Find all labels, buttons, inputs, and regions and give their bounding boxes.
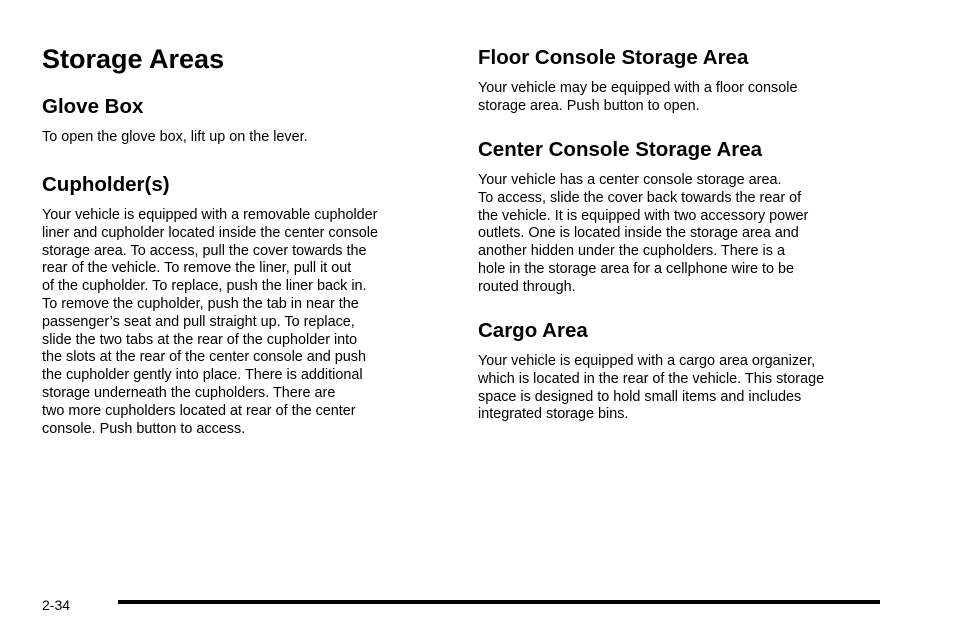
section-heading: Glove Box (42, 95, 144, 118)
section-body: Your vehicle has a center console storage area. To access, slide the cover back towards the rear of the vehicle. It is equipped with two accessory power outlets. One is located inside the storage area and another hidden under the cupholders. There is a hole in the storage area for a cellphone wire to be routed through. (478, 172, 809, 295)
section-floor-console (478, 45, 878, 116)
section-heading: Center Console Storage Area (478, 138, 763, 161)
section-body: To open the glove box, lift up on the lever. (42, 129, 308, 145)
section-heading: Floor Console Storage Area (478, 46, 749, 69)
section-body: Your vehicle is equipped with a removable cupholder liner and cupholder located inside the center console storage area. To access, pull the cover towards the rear of the vehicle. To remove the liner, pull it out of the cupholder. To replace, push the liner back in. To remove the cupholder, push the tab in near the passenger’s seat and pull straight up. To replace, slide the two tabs at the rear of the cupholder into the slots at the rear of the center console and push the cupholder gently into place. There is additional storage underneath the cupholders. There are two more cupholders located at rear of the center console. Push button to access. (42, 207, 379, 437)
section-heading: Cargo Area (478, 319, 588, 342)
section-center-console (478, 137, 878, 297)
section-heading: Cupholder(s) (42, 173, 170, 196)
section-cargo-area (478, 318, 878, 424)
page-number: 2-34 (42, 597, 71, 613)
section-body: Your vehicle may be equipped with a floor console storage area. Push button to open. (478, 80, 798, 114)
section-body: Your vehicle is equipped with a cargo area organizer, which is located in the rear of the vehicle. This storage space is designed to hold small items and includes integrated storage bins. (478, 353, 825, 423)
section-cupholders (42, 172, 432, 438)
section-glove-box (42, 94, 432, 147)
page-title: Storage Areas (42, 44, 225, 74)
footer-rule (118, 600, 880, 604)
